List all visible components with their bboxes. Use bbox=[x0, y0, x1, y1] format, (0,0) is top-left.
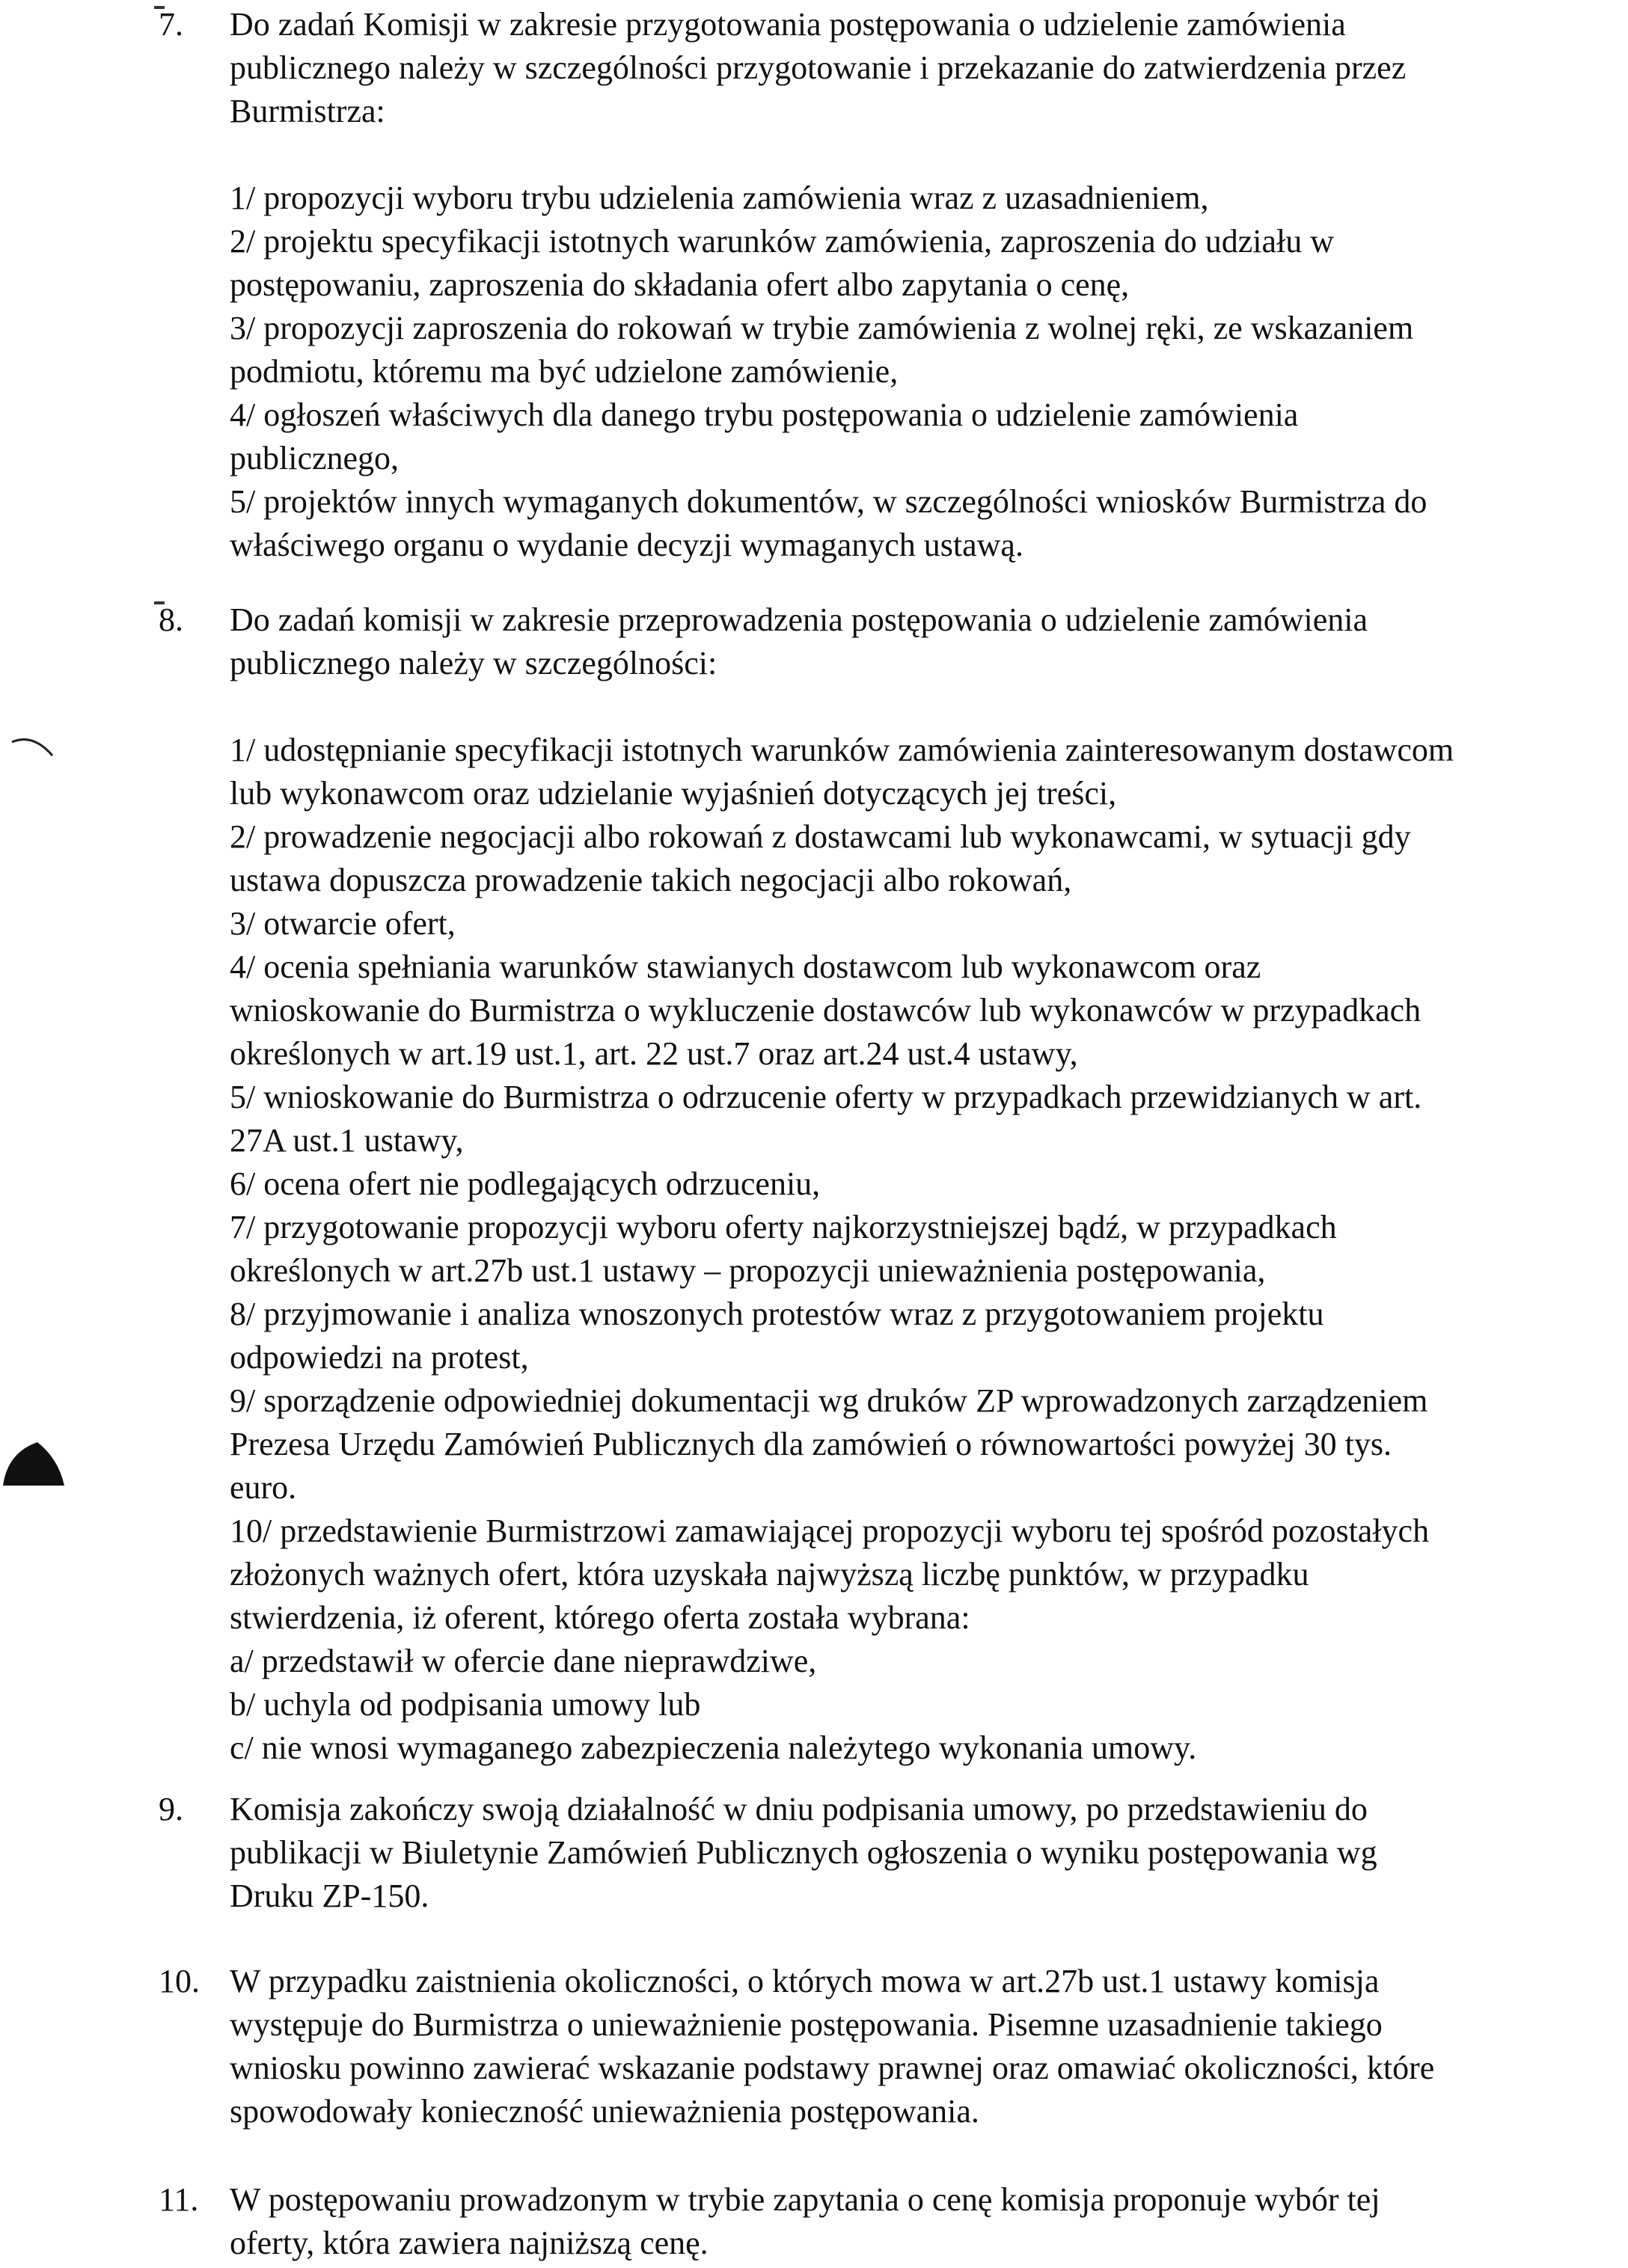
item-line: 5/ wnioskowanie do Burmistrza o odrzucenie oferty w przypadkach przewidzianych w art. bbox=[230, 1079, 1422, 1115]
section-intro bbox=[230, 1788, 1603, 1918]
item-line: 5/ projektów innych wymaganych dokumentów, w szczególności wniosków Burmistrza do bbox=[230, 483, 1427, 520]
item-line: 2/ projektu specyfikacji istotnych warunków zamówienia, zaproszenia do udziału w bbox=[230, 223, 1334, 260]
intro-line: W przypadku zaistnienia okoliczności, o których mowa w art.27b ust.1 ustawy komisja bbox=[230, 1963, 1380, 1999]
section-intro bbox=[230, 598, 1603, 685]
intro-line: występuje do Burmistrza o unieważnienie postępowania. Pisemne uzasadnienie takiego bbox=[230, 2006, 1383, 2043]
item-line: wnioskowanie do Burmistrza o wykluczenie dostawców lub wykonawców w przypadkach bbox=[230, 992, 1422, 1029]
item-line: euro. bbox=[230, 1469, 297, 1506]
intro-line: Druku ZP-150. bbox=[230, 1878, 429, 1914]
list-item bbox=[230, 1076, 1603, 1162]
section-intro bbox=[230, 1960, 1603, 2133]
item-line: a/ przedstawił w ofercie dane nieprawdziwe, bbox=[230, 1643, 817, 1679]
section-number: 8. bbox=[159, 601, 183, 638]
item-line: 10/ przedstawienie Burmistrzowi zamawiającej propozycji wyboru tej spośród pozostałych bbox=[230, 1512, 1430, 1549]
item-line: lub wykonawcom oraz udzielanie wyjaśnień dotyczących jej treści, bbox=[230, 775, 1117, 812]
intro-line: publicznego należy w szczególności przygotowanie i przekazanie do zatwierdzenia przez bbox=[230, 49, 1407, 86]
item-line: 4/ ogłoszeń właściwych dla danego trybu postępowania o udzielenie zamówienia bbox=[230, 396, 1299, 433]
item-line: ustawa dopuszcza prowadzenie takich negocjacji albo rokowań, bbox=[230, 862, 1072, 898]
item-line: 1/ udostępnianie specyfikacji istotnych warunków zamówienia zainteresowanym dostawcom bbox=[230, 732, 1454, 768]
section-7 bbox=[159, 3, 1603, 567]
item-line: publicznego, bbox=[230, 440, 400, 476]
section-number: 11. bbox=[159, 2181, 199, 2218]
section-9 bbox=[159, 1788, 1603, 1918]
section-number: 9. bbox=[159, 1791, 183, 1827]
list-item bbox=[230, 480, 1603, 567]
section-intro bbox=[230, 2178, 1603, 2265]
item-line: 3/ propozycji zaproszenia do rokowań w trybie zamówienia z wolnej ręki, ze wskazaniem bbox=[230, 310, 1414, 346]
list-item bbox=[230, 729, 1603, 815]
intro-line: wniosku powinno zawierać wskazanie podstawy prawnej oraz omawiać okoliczności, które bbox=[230, 2050, 1435, 2086]
item-line: 8/ przyjmowanie i analiza wnoszonych protestów wraz z przygotowaniem projektu bbox=[230, 1296, 1324, 1332]
item-line: 3/ otwarcie ofert, bbox=[230, 905, 456, 942]
item-line: odpowiedzi na protest, bbox=[230, 1339, 529, 1376]
section-11 bbox=[159, 2178, 1603, 2265]
intro-line: Burmistrza: bbox=[230, 93, 385, 129]
section-8 bbox=[159, 598, 1603, 1770]
intro-line: publikacji w Biuletynie Zamówień Publicznych ogłoszenia o wyniku postępowania wg bbox=[230, 1834, 1377, 1871]
item-line: Prezesa Urzędu Zamówień Publicznych dla zamówień o równowartości powyżej 30 tys. bbox=[230, 1426, 1392, 1462]
list-item bbox=[230, 177, 1603, 220]
intro-line: W postępowaniu prowadzonym w trybie zapytania o cenę komisja proponuje wybór tej bbox=[230, 2181, 1380, 2218]
item-line: c/ nie wnosi wymaganego zabezpieczenia należytego wykonania umowy. bbox=[230, 1729, 1197, 1766]
list-item bbox=[230, 1510, 1603, 1770]
list-item bbox=[230, 815, 1603, 902]
intro-line: oferty, która zawiera najniższą cenę. bbox=[230, 2225, 709, 2261]
list-item bbox=[230, 902, 1603, 945]
intro-line: Do zadań Komisji w zakresie przygotowania postępowania o udzielenie zamówienia bbox=[230, 6, 1346, 43]
item-line: 2/ prowadzenie negocjacji albo rokowań z dostawcami lub wykonawcami, w sytuacji gdy bbox=[230, 818, 1411, 855]
section-intro bbox=[230, 3, 1603, 133]
intro-line: Do zadań komisji w zakresie przeprowadzenia postępowania o udzielenie zamówienia bbox=[230, 601, 1368, 638]
intro-line: Komisja zakończy swoją działalność w dniu podpisania umowy, po przedstawieniu do bbox=[230, 1791, 1368, 1827]
list-item bbox=[230, 393, 1603, 480]
item-line: określonych w art.19 ust.1, art. 22 ust.7 oraz art.24 ust.4 ustawy, bbox=[230, 1035, 1078, 1072]
section-10 bbox=[159, 1960, 1603, 2133]
scan-mark-blob bbox=[0, 1436, 67, 1489]
item-line: postępowaniu, zaproszenia do składania ofert albo zapytania o cenę, bbox=[230, 266, 1130, 303]
item-line: złożonych ważnych ofert, która uzyskała najwyższą liczbę punktów, w przypadku bbox=[230, 1556, 1309, 1593]
list-item bbox=[230, 1162, 1603, 1206]
item-line: stwierdzenia, iż oferent, którego oferta została wybrana: bbox=[230, 1599, 970, 1636]
item-line: 1/ propozycji wyboru trybu udzielenia zamówienia wraz z uzasadnieniem, bbox=[230, 180, 1209, 216]
intro-line: publicznego należy w szczególności: bbox=[230, 645, 717, 681]
item-line: 7/ przygotowanie propozycji wyboru oferty najkorzystniejszej bądź, w przypadkach bbox=[230, 1209, 1337, 1245]
section-number: 10. bbox=[159, 1963, 200, 1999]
list-item bbox=[230, 1206, 1603, 1293]
item-list bbox=[230, 177, 1603, 567]
item-line: b/ uchyla od podpisania umowy lub bbox=[230, 1686, 701, 1723]
item-line: 9/ sporządzenie odpowiedniej dokumentacji wg druków ZP wprowadzonych zarządzeniem bbox=[230, 1382, 1428, 1419]
scan-mark-arc bbox=[10, 733, 55, 763]
list-item bbox=[230, 307, 1603, 393]
item-line: 4/ ocenia spełniania warunków stawianych dostawcom lub wykonawcom oraz bbox=[230, 948, 1261, 985]
item-line: podmiotu, któremu ma być udzielone zamówienie, bbox=[230, 353, 899, 390]
intro-line: spowodowały konieczność unieważnienia postępowania. bbox=[230, 2093, 979, 2130]
item-list bbox=[230, 729, 1603, 1770]
item-line: 27A ust.1 ustawy, bbox=[230, 1122, 464, 1159]
item-line: właściwego organu o wydanie decyzji wymaganych ustawą. bbox=[230, 527, 1023, 563]
list-item bbox=[230, 220, 1603, 307]
list-item bbox=[230, 1293, 1603, 1379]
list-item bbox=[230, 945, 1603, 1076]
section-number: 7. bbox=[159, 6, 183, 43]
item-line: 6/ ocena ofert nie podlegających odrzuceniu, bbox=[230, 1165, 821, 1202]
item-line: określonych w art.27b ust.1 ustawy – propozycji unieważnienia postępowania, bbox=[230, 1252, 1266, 1289]
list-item bbox=[230, 1379, 1603, 1510]
